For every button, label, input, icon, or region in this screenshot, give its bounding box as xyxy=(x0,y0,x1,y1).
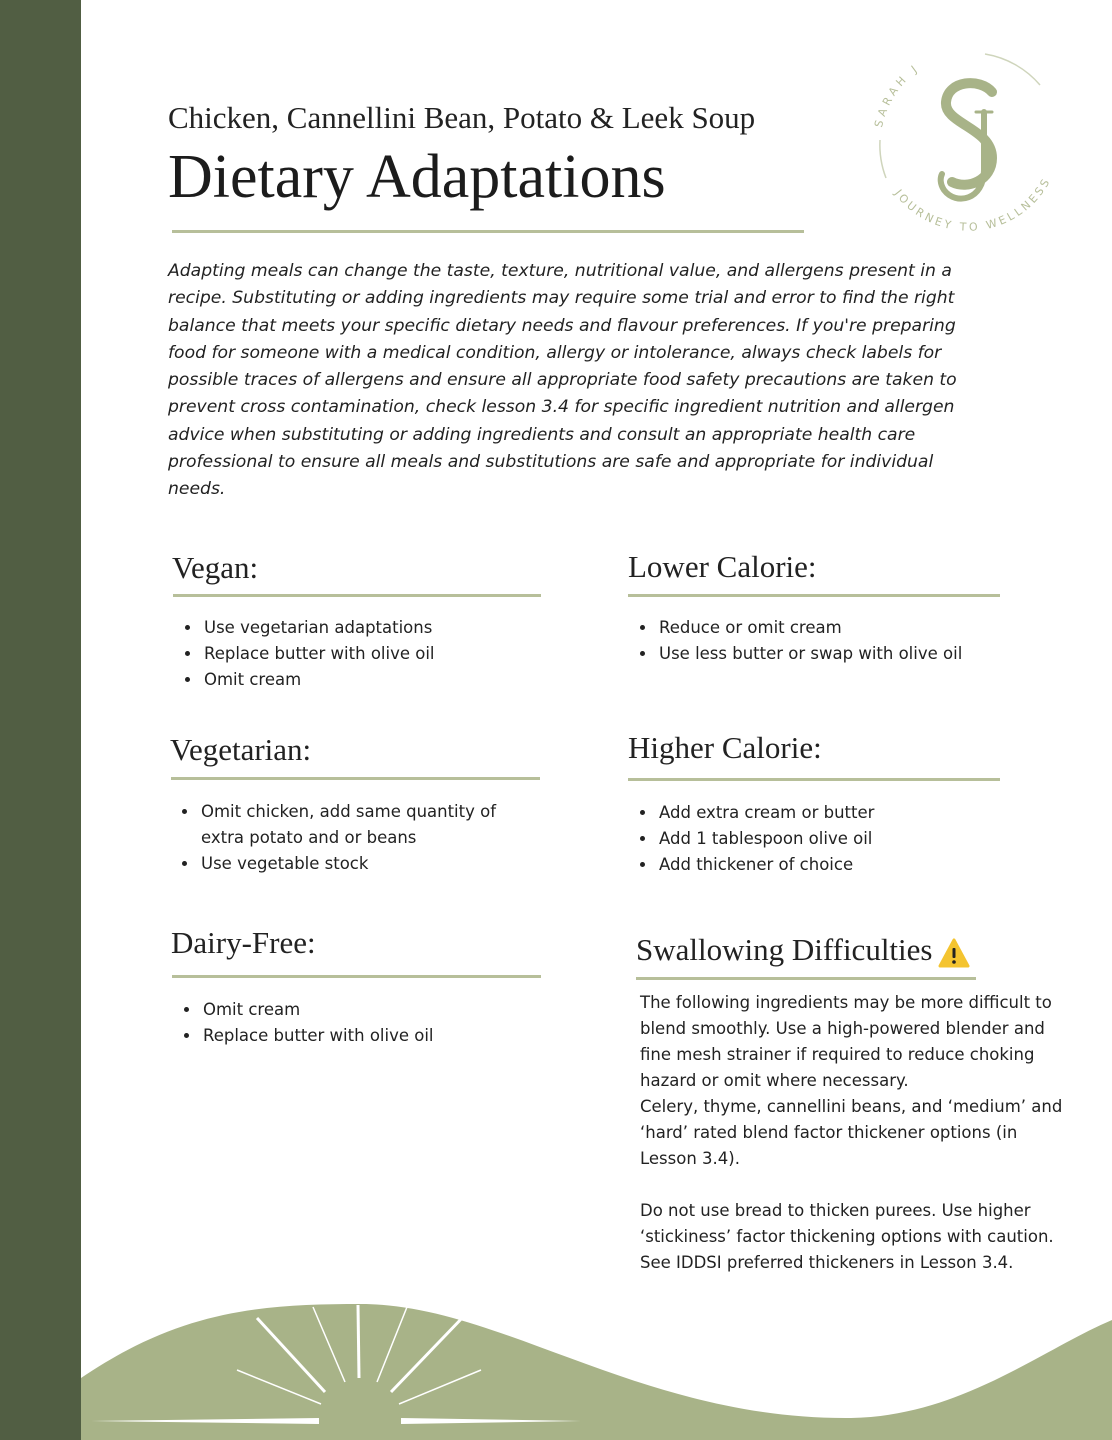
svg-text:JOURNEY TO WELLNESS: JOURNEY TO WELLNESS xyxy=(891,174,1054,234)
swallowing-divider xyxy=(636,977,976,980)
sidebar-band xyxy=(0,0,81,1440)
higher-calorie-divider xyxy=(628,778,1000,781)
swallowing-paragraph: The following ingredients may be more difficult to blend smoothly. Use a high-powered blender and fine mesh strainer if required to reduce choking hazard or omit where necessary. xyxy=(640,993,1052,1090)
swallowing-paragraph: Celery, thyme, cannellini beans, and ‘medium’ and ‘hard’ rated blend factor thickener options (in Lesson 3.4). xyxy=(640,1097,1063,1168)
vegetarian-list xyxy=(170,799,529,877)
list-item: • Add 1 tablespoon olive oil xyxy=(657,826,1057,852)
page-title: Dietary Adaptations xyxy=(168,143,666,211)
warning-icon xyxy=(938,938,970,968)
dairy-free-heading: Dairy-Free: xyxy=(171,925,316,960)
list-item: • Omit cream xyxy=(202,667,562,693)
list-item: • Use less butter or swap with olive oil xyxy=(657,641,1057,667)
list-item: • Replace butter with olive oil xyxy=(201,1023,561,1049)
swallowing-heading xyxy=(636,932,970,968)
vegan-list xyxy=(173,615,562,693)
sarah-j-logo xyxy=(860,40,1080,250)
list-item: • Add thickener of choice xyxy=(657,852,1057,878)
swallowing-text xyxy=(640,990,1070,1276)
list-item: • Add extra cream or butter xyxy=(657,800,1057,826)
lower-calorie-heading: Lower Calorie: xyxy=(628,549,817,584)
recipe-subtitle: Chicken, Cannellini Bean, Potato & Leek Soup xyxy=(168,100,756,135)
svg-text:SARAH J: SARAH J xyxy=(872,60,923,129)
higher-calorie-heading: Higher Calorie: xyxy=(628,730,822,765)
swallowing-paragraph: Do not use bread to thicken purees. Use higher ‘stickiness’ factor thickening options with caution. See IDDSI preferred thickeners in Lesson 3.4. xyxy=(640,1201,1054,1272)
vegetarian-heading: Vegetarian: xyxy=(170,732,312,767)
intro-paragraph: Adapting meals can change the taste, texture, nutritional value, and allergens present in a recipe. Substituting or adding ingredients may require some trial and error to find the right balance that meets your specific dietary needs and flavour preferences. If you're preparing food for someone with a medical condition, allergy or intolerance, always check labels for possible traces of allergens and ensure all appropriate food safety precautions are taken to prevent cross contamination, check lesson 3.4 for specific ingredient nutrition and allergen advice when substituting or adding ingredients and consult an appropriate health care professional to ensure all meals and substitutions are safe and appropriate for individual needs. xyxy=(168,261,957,500)
list-item: • Omit cream xyxy=(201,997,561,1023)
list-item: • Use vegetable stock xyxy=(199,851,529,877)
lower-calorie-divider xyxy=(628,594,1000,597)
list-item: • Reduce or omit cream xyxy=(657,615,1057,641)
sj-monogram xyxy=(941,83,992,199)
vegan-heading: Vegan: xyxy=(172,550,259,585)
dairy-free-divider xyxy=(172,975,541,978)
vegetarian-divider xyxy=(171,777,540,780)
swallowing-heading-text: Swallowing Difficulties xyxy=(636,932,933,967)
vegan-divider xyxy=(173,594,541,597)
lower-calorie-list xyxy=(628,615,1057,667)
title-divider xyxy=(172,230,804,233)
higher-calorie-list xyxy=(628,800,1057,878)
list-item: • Use vegetarian adaptations xyxy=(202,615,562,641)
dairy-free-list xyxy=(172,997,561,1049)
sunrise-wave-decoration xyxy=(81,1290,1112,1440)
list-item: • Replace butter with olive oil xyxy=(202,641,562,667)
list-item: • Omit chicken, add same quantity of extra potato and or beans xyxy=(199,799,529,851)
